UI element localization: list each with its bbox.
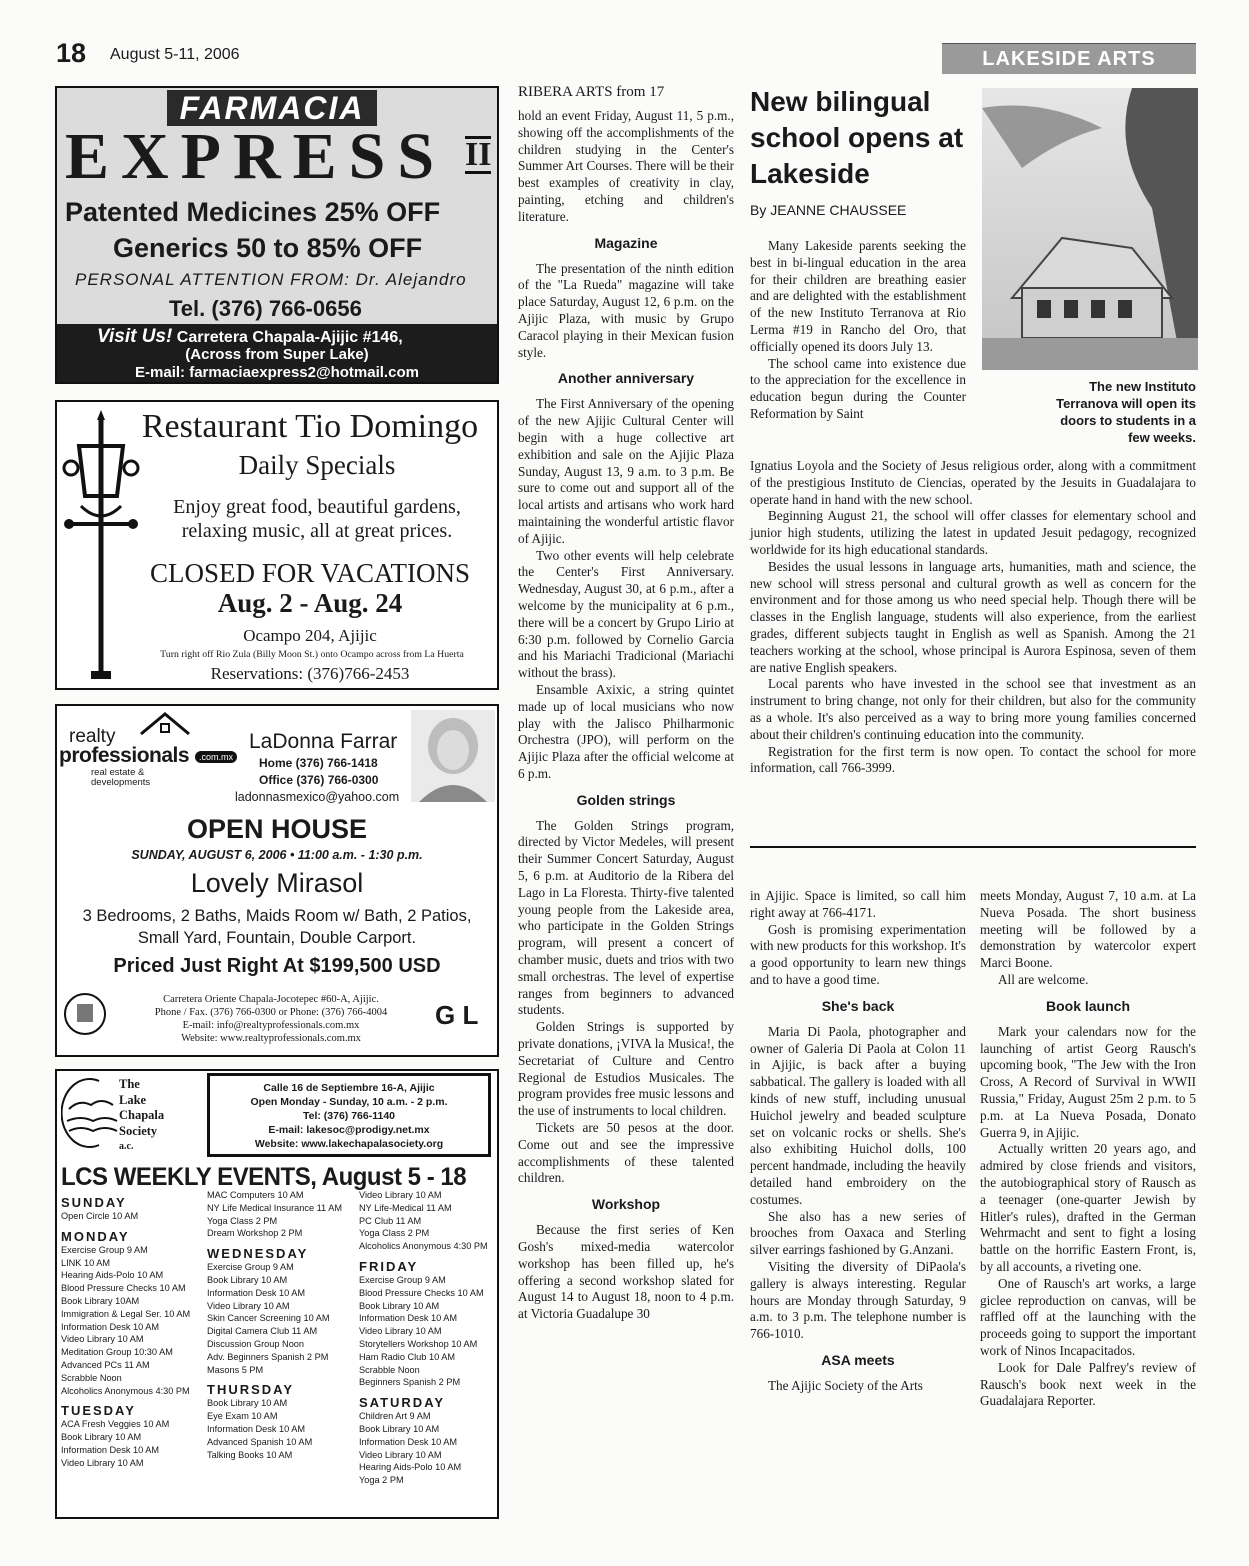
lcs-events-col-1 [61, 1189, 203, 1470]
lcs-event: Information Desk 10 AM [61, 1444, 160, 1455]
lcs-event: Discussion Group Noon [207, 1338, 305, 1349]
realty-home: Home (376) 766-1418 [259, 756, 378, 770]
article-body-wide [750, 458, 1196, 777]
article-p3: Beginning August 21, the school will offer classes for elementary school and junior high students, utilizing the latest in updated Jesuit pedagogy, recognized worldwide for its high educational standards. [750, 508, 1196, 557]
realty-office: Office (376) 766-0300 [259, 773, 379, 787]
col3-p2: Gosh is promising experimentation with new products for this workshop. It's a good opportunity to learn new things and to have a good time. [750, 921, 966, 987]
lcs-event: NY Life Medical Insurance 11 AM [207, 1202, 342, 1213]
heading-workshop: Workshop [591, 1196, 661, 1213]
lcs-events-col-2 [207, 1189, 357, 1461]
office-logo-icon [63, 992, 107, 1036]
farmacia-brand-top: FARMACIA [167, 90, 377, 126]
article-p2b: Ignatius Loyola and the Society of Jesus religious order, along with a commitment of the prestigious Instituto de Ciencias, operated by the Jesuits in Guadalajara to operate hand in hand with the new school. [750, 458, 1196, 507]
lcs-org-4: Society [119, 1123, 158, 1138]
realty-price: Priced Just Right At $199,500 USD [113, 955, 441, 977]
lcs-event: Book Library 10 AM [359, 1423, 440, 1434]
lcs-event: Book Library 10 AM [359, 1300, 440, 1311]
article-p4: Besides the usual lessons in language arts, humanities, math and science, the new school will stress personal and cultural growth as well as concern for the environment and for those among us who need special help. Though there will be classes in the English language, students will also experience, from the earliest grades, different subjects taught in English as well as Spanish. Among the 21 teachers working at the school, whose principal is Aurora Espinosa, seven of them are native English speakers. [750, 558, 1196, 675]
lcs-event: Information Desk 10 AM [207, 1423, 306, 1434]
photo-caption: The new Instituto Terranova will open its doors to students in a few weeks. [1056, 379, 1196, 445]
heading-golden-strings: Golden strings [576, 791, 676, 808]
heading-asa-meets: ASA meets [821, 1351, 895, 1368]
heading-shes-back: She's back [821, 997, 895, 1014]
lcs-event: Yoga Class 2 PM [207, 1215, 278, 1226]
heading-magazine: Magazine [594, 234, 658, 251]
lcs-info-1: Calle 16 de Septiembre 16-A, Ajijic [263, 1082, 435, 1094]
heading-book-launch: Book launch [1045, 997, 1130, 1014]
column-4 [980, 888, 1196, 1410]
lcs-event: Book Library 10 AM [61, 1432, 142, 1443]
realty-addr-1: Carretera Oriente Chapala-Jocotepec #60-A, Ajijic. [163, 994, 379, 1005]
lcs-event: Hearing Aids-Polo 10 AM [61, 1270, 164, 1281]
ribera-p1: hold an event Friday, August 11, 5 p.m., showing off the accomplishments of the children studying in the Center's Summer Art Courses. There will be their best examples of creativity in clay, painting, etching and children's literature. [518, 108, 734, 224]
lcs-event: Eye Exam 10 AM [207, 1411, 278, 1422]
col4-p6: Look for Dale Palfrey's review of Rausch's book next week in the Guadalajara Reporter. [980, 1359, 1196, 1409]
lcs-event: Alcoholics Anonymous 4:30 PM [359, 1241, 488, 1252]
realty-addr-4: Website: www.realtyprofessionals.com.mx [181, 1033, 361, 1044]
lcs-org-1: The [119, 1077, 140, 1091]
lcs-event: Video Library 10 AM [61, 1457, 144, 1468]
lcs-day-heading: MONDAY [61, 1228, 130, 1244]
restaurant-address: Ocampo 204, Ajijic [243, 626, 377, 645]
lcs-event: Children Art 9 AM [359, 1411, 431, 1422]
realty-addr-2: Phone / Fax. (376) 766-0300 or Phone: (376) 766-4004 [154, 1007, 388, 1018]
lcs-event: MAC Computers 10 AM [207, 1190, 304, 1200]
article-divider [750, 846, 1196, 848]
issue-date: August 5-11, 2006 [110, 46, 240, 63]
lcs-org-2: Lake [119, 1092, 147, 1107]
article-p2a: The school came into existence due to the appreciation for the excellence in education begun during the Counter Reformation by Saint [750, 355, 966, 421]
lcs-event: Yoga Class 2 PM [359, 1228, 430, 1239]
farmacia-across: (Across from Super Lake) [185, 346, 369, 363]
lcs-event: Book Library 10 AM [207, 1398, 288, 1409]
lcs-event: Open Circle 10 AM [61, 1211, 139, 1221]
restaurant-name: Restaurant Tio Domingo [141, 408, 479, 445]
realty-logo-sub: real estate & developments [91, 767, 151, 788]
lcs-event: Talking Books 10 AM [207, 1449, 293, 1460]
lcs-event: Information Desk 10 AM [61, 1321, 160, 1332]
ribera-p7: Golden Strings is supported by private donations, ¡VIVA la Musica!, the Secretariat of Culture and Centro Regional de Estudios Musicales. The program provides free music lessons and the use of instruments to local children. [518, 1019, 734, 1119]
lcs-day-heading: FRIDAY [359, 1258, 419, 1274]
lcs-event: Video Library 10 AM [359, 1449, 442, 1460]
farmacia-visit: Visit Us! [97, 326, 173, 347]
lcs-event: Digital Camera Club 11 AM [207, 1326, 318, 1337]
col3-p3: Maria Di Paola, photographer and owner of Galeria Di Paola at Colon 11 in Ajijic, is back after a buying sabbatical. The gallery is loaded with all kinds of new stuff, including unusual Huichol jewelry and beaded sculpture set on volcanic rocks or shells. She's also exhibiting Huichol dolls, 100 percent handmade, including the heavily detailed hand embroidery on the costumes. [750, 1023, 966, 1207]
lcs-event: Scrabble Noon [61, 1372, 122, 1383]
heading-another-anniversary: Another anniversary [557, 370, 695, 387]
agent-photo [411, 710, 495, 802]
lcs-day-heading: THURSDAY [207, 1382, 295, 1398]
lcs-event: Skin Cancer Screening 10 AM [207, 1313, 330, 1324]
farmacia-brand-main: EXPRESS [65, 120, 447, 193]
ribera-jump-head: RIBERA ARTS from 17 [518, 84, 665, 100]
ad-lcs [55, 1069, 499, 1519]
realty-features-1: 3 Bedrooms, 2 Baths, Maids Room w/ Bath, 2 Patios, [82, 907, 472, 925]
lcs-event: Storytellers Workshop 10 AM [359, 1338, 478, 1349]
realty-partner-logo: G L [435, 1000, 479, 1030]
lcs-event: Dream Workshop 2 PM [207, 1228, 303, 1239]
column-3 [750, 888, 966, 1395]
lcs-info-5: Website: www.lakechapalasociety.org [254, 1138, 444, 1150]
farmacia-phone: Tel. (376) 766-0656 [169, 296, 362, 321]
lcs-logo-icon [61, 1075, 119, 1151]
realty-features-2: Small Yard, Fountain, Double Carport. [137, 929, 417, 947]
lcs-event: Immigration & Legal Ser. 10 AM [61, 1308, 191, 1319]
col4-p3: Mark your calendars now for the launching of artist Georg Rausch's upcoming book, "The Jew with the Iron Cross, A Record of Survival in WWII Russia," Friday, August 25m 2 p.m. to 5 p.m. at La Nueva Posada, Donato Guerra 9, in Ajijic. [980, 1023, 1196, 1140]
article-body-narrow [750, 238, 966, 423]
col4-p5: One of Rausch's art works, a large giclee reproduction on canvas, will be raffled off at the launching with the proceeds going to support the important work of Ninos Incapacitados. [980, 1275, 1196, 1358]
ribera-p8: Tickets are 50 pesos at the door. Come out and see the impressive accomplishments of these talented children. [518, 1120, 734, 1186]
lcs-event: Video Library 10 AM [207, 1300, 290, 1311]
realty-open-house: OPEN HOUSE [186, 814, 368, 844]
lcs-event: Information Desk 10 AM [359, 1436, 458, 1447]
lcs-day-heading: SUNDAY [61, 1195, 127, 1210]
lcs-event: Exercise Group 9 AM [61, 1244, 148, 1255]
farmacia-line3: PERSONAL ATTENTION FROM: Dr. Alejandro [75, 270, 467, 289]
realty-agent: LaDonna Farrar [249, 730, 398, 753]
lcs-event: Video Library 10 AM [359, 1326, 442, 1337]
section-banner [942, 43, 1196, 74]
lcs-event: Blood Pressure Checks 10 AM [359, 1287, 484, 1298]
lcs-event: Book Library 10AM [61, 1295, 140, 1306]
ad-restaurant [55, 400, 499, 690]
col3-p6: The Ajijic Society of the Arts [768, 1377, 923, 1393]
lcs-info-4: E-mail: lakesoc@prodigy.net.mx [268, 1124, 430, 1136]
restaurant-enjoy-2: relaxing music, all at great prices. [181, 520, 453, 542]
realty-email: ladonnasmexico@yahoo.com [235, 790, 400, 804]
section-title: LAKESIDE ARTS [982, 48, 1156, 70]
lcs-event: Advanced Spanish 10 AM [207, 1436, 313, 1447]
article-p1: Many Lakeside parents seeking the best in bi-lingual education in the area for their children are breathing easier and are delighted with the establishment of the new Instituto Terranova at Rio Lerma #19 in Rancho del Oro, that officially opened its doors July 13. [750, 238, 966, 354]
farmacia-address: Carretera Chapala-Ajijic #146, [176, 329, 403, 346]
lcs-event: Book Library 10 AM [207, 1274, 288, 1285]
col3-p4: She also has a new series of brooches from Oaxaca and Sterling silver earrings fashioned by G.Anzani. [750, 1208, 966, 1258]
lcs-event: Scrabble Noon [359, 1364, 420, 1375]
lcs-org-3: Chapala [119, 1108, 165, 1122]
ribera-p4: Two other events will help celebrate the Center's First Anniversary. Wednesday, August 30, at 6 p.m., after a welcome by the municipality at 6 p.m., there will be a concert by Grupo Lirio at 6:30 p.m. followed by Cornelio Garcia and his Mariachi Tradicional (Mariachi without the brass). [518, 547, 734, 681]
lcs-event: Ham Radio Club 10 AM [359, 1351, 456, 1362]
lcs-title: LCS WEEKLY EVENTS, August 5 - 18 [61, 1163, 467, 1191]
lcs-event: Meditation Group 10:30 AM [61, 1347, 173, 1358]
realty-property: Lovely Mirasol [190, 868, 364, 898]
lcs-day-heading: SATURDAY [359, 1395, 446, 1411]
realty-when: SUNDAY, AUGUST 6, 2006 • 11:00 a.m. - 1:30 p.m. [131, 848, 423, 862]
ribera-p2: The presentation of the ninth edition of the "La Rueda" magazine will take place Saturday, August 12, 6 p.m. on the Ajijic Plaza, with music by Grupo Caracol playing in their Mexican fusion style. [518, 260, 734, 360]
farmacia-line2: Generics 50 to 85% OFF [113, 233, 423, 263]
lcs-event: Video Library 10 AM [359, 1190, 442, 1200]
lcs-day-heading: WEDNESDAY [207, 1246, 309, 1262]
lcs-event: Hearing Aids-Polo 10 AM [359, 1462, 462, 1473]
lcs-event: Exercise Group 9 AM [207, 1262, 294, 1273]
restaurant-enjoy-1: Enjoy great food, beautiful gardens, [173, 496, 461, 518]
article-headline: New bilingual school opens at Lakeside [750, 86, 964, 189]
lcs-event: Masons 5 PM [207, 1364, 264, 1375]
restaurant-directions: Turn right off Rio Zula (Billy Moon St.) onto Ocampo across from La Huerta [160, 649, 464, 660]
realty-logo-realty: realty [69, 726, 116, 747]
lcs-event: ACA Fresh Veggies 10 AM [61, 1419, 170, 1430]
lcs-event: PC Club 11 AM [359, 1215, 422, 1226]
lcs-day-heading: TUESDAY [61, 1403, 136, 1419]
ribera-p9: Because the first series of Ken Gosh's mixed-media watercolor workshop has been filled up, he's offering a second workshop slated for August 14 to August 18, noon to 4 p.m. at Victoria Guadalupe 30 [518, 1222, 734, 1322]
school-building-photo [982, 88, 1198, 370]
lcs-event: Alcoholics Anonymous 4:30 PM [61, 1385, 190, 1396]
lcs-event: Adv. Beginners Spanish 2 PM [207, 1351, 329, 1362]
article-byline: By JEANNE CHAUSSEE [750, 202, 907, 218]
realty-logo-com: .com.mx [195, 751, 237, 763]
ribera-arts-column [518, 84, 734, 1323]
ribera-p5: Ensamble Axixic, a string quintet made up of local musicians who now play with the Jalisco Philharmonic Orchestra (JPO), will perform on the Ajijic Plaza after the official welcome at 6 p.m. [518, 681, 734, 781]
lcs-org-5: a.c. [119, 1141, 134, 1152]
realty-logo-professionals: professionals [59, 744, 190, 767]
page-number: 18 [56, 38, 87, 68]
col4-p1: meets Monday, August 7, 10 a.m. at La Nueva Posada. The short business meeting will be followed by a demonstration by watercolor expert Marci Boone. [980, 888, 1196, 971]
lcs-event: Exercise Group 9 AM [359, 1274, 446, 1285]
lcs-info-box [207, 1073, 491, 1157]
col3-p1: in Ajijic. Space is limited, so call him right away at 766-4171. [750, 888, 966, 920]
farmacia-line1: Patented Medicines 25% OFF [65, 197, 441, 227]
lcs-event: Information Desk 10 AM [207, 1287, 306, 1298]
lcs-events-col-3 [359, 1189, 497, 1487]
lcs-event: Information Desk 10 AM [359, 1313, 458, 1324]
restaurant-specials: Daily Specials [238, 450, 396, 480]
article-p6: Registration for the first term is now open. To contact the school for more information, call 766-3999. [750, 743, 1196, 776]
lcs-info-2: Open Monday - Sunday, 10 a.m. - 2 p.m. [250, 1096, 448, 1108]
lcs-event: Blood Pressure Checks 10 AM [61, 1283, 186, 1294]
lcs-event: Beginners Spanish 2 PM [359, 1377, 461, 1388]
restaurant-closed: CLOSED FOR VACATIONS [149, 558, 471, 588]
ad-farmacia [55, 86, 499, 384]
ad-realty [55, 704, 499, 1057]
article-p5: Local parents who have invested in the school see that investment as an instrument to bring change, not only for their children, but also for the community as a whole. It's also perceived as a way to bring more young families concerned about their children's continuing education into the community. [750, 676, 1196, 742]
col3-p5: Visiting the diversity of DiPaola's gallery is always interesting. Regular hours are Monday through Saturday, 9 a.m. to 3 p.m. The telephone number is 766-1010. [750, 1258, 966, 1342]
col4-p4: Actually written 20 years ago, and admired by close friends and visitors, the autobiographical story of Rausch as a teenager (one-quarter Jewish by Hitler's rules), drafted in the German Wehrmacht and sent to fight a losing battle on the horrific Eastern Front, is, by all accounts, a riveting one. [980, 1141, 1196, 1274]
col4-p2: All are welcome. [998, 971, 1089, 987]
lcs-event: Video Library 10 AM [61, 1334, 144, 1345]
lcs-event: LINK 10 AM [61, 1257, 111, 1268]
farmacia-footer [57, 324, 497, 384]
restaurant-dates: Aug. 2 - Aug. 24 [217, 588, 403, 618]
farmacia-brand-numeral: II [465, 136, 492, 173]
ribera-p3: The First Anniversary of the opening of the new Ajijic Cultural Center will begin with a huge collective art exhibition and sale on the Ajijic Plaza Sunday, August 13, 9 a.m. to 3 p.m. Be sure to come out and support all of the local artists and artisans who work hard maintaining the wonderful artistic flavor of Ajijic. [518, 396, 734, 546]
lcs-event: Advanced PCs 11 AM [61, 1359, 150, 1370]
realty-addr-3: E-mail: info@realtyprofessionals.com.mx [182, 1020, 360, 1031]
farmacia-email: E-mail: farmaciaexpress2@hotmail.com [135, 364, 419, 381]
house-roof-icon [135, 708, 195, 738]
restaurant-reservations: Reservations: (376)766-2453 [210, 664, 410, 683]
lcs-event: NY Life-Medical 11 AM [359, 1202, 452, 1213]
lcs-info-3: Tel: (376) 766-1140 [302, 1110, 396, 1122]
ribera-p6: The Golden Strings program, directed by Victor Medeles, will present their Summer Concert Saturday, August 5, 6 p.m. at Auditorio de la Ribera del Lago in La Floresta. Thirty-five talented young people from the Lakeside area, who participate in the Golden Strings program, will present a concert of chamber music, duets and trios with two small orchestras. The level of expertise ranges from beginners to advanced students. [518, 817, 734, 1018]
lcs-event: Yoga 2 PM [359, 1475, 404, 1486]
